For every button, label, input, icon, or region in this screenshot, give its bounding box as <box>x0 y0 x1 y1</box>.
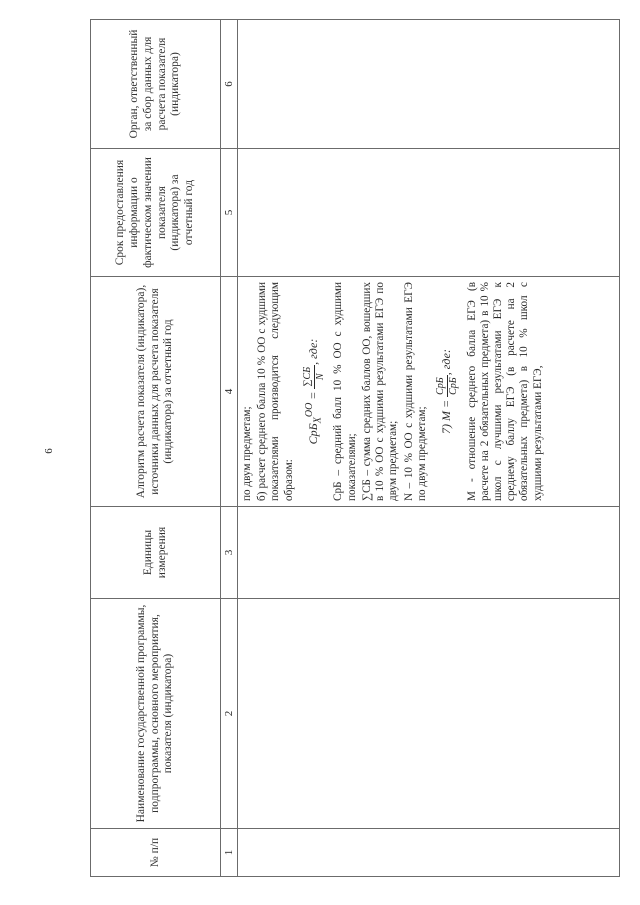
header-units: Единицы измерения <box>91 507 221 599</box>
table-row <box>238 20 620 877</box>
cell-responsible-body <box>238 20 620 149</box>
column-number-5: 5 <box>221 149 238 277</box>
formula-average-score: СрБ$_X^{ОО}$ = ∑СБ N , где: <box>301 338 326 445</box>
algo-line-2: б) расчет среднего балла 10 % ОО с худшими показателями производится следующим образом: <box>256 282 295 501</box>
header-deadline: Срок предоставления информации о фактическом значении показателя (индикатора) за отчетный год <box>91 149 221 277</box>
column-number-row <box>221 20 238 877</box>
column-number-1: 1 <box>221 829 238 877</box>
column-number-2: 2 <box>221 599 238 829</box>
page-number: 6 <box>42 448 55 454</box>
formula1-where: , где: <box>305 338 320 365</box>
algo-line-1: по двум предметам; <box>241 406 253 501</box>
header-responsible-body: Орган, ответственный за сбор данных для расчета показателя (индикатора) <box>91 20 221 149</box>
header-algorithm: Алгоритм расчета показателя (индикатора), источники данных для расчета показателя (индикатора) за отчетный год <box>91 277 221 507</box>
formula2-label: 7) M = <box>439 399 454 434</box>
cell-deadline <box>238 149 620 277</box>
definition-4: М - отношение среднего балла ЕГЭ (в расчете на 2 обязательных предмета) в 10 % школ с лучшими результатами ЕГЭ к среднему баллу ЕГЭ (в расчете на 2 обязательных предмета) в 10 % школ с худшими результатами ЕГЭ, <box>465 282 544 501</box>
indicator-table <box>90 19 620 877</box>
column-number-6: 6 <box>221 20 238 149</box>
formula2-denominator: СрБ <box>447 377 459 395</box>
formula1-denominator: N <box>314 373 326 381</box>
formula1-fraction <box>302 365 327 389</box>
column-number-3: 3 <box>221 507 238 599</box>
formula1-numerator: ∑СБ <box>301 366 313 387</box>
header-row <box>91 20 221 877</box>
definition-1: СрБ – средний балл 10 % ОО с худшими показателями; <box>332 282 358 501</box>
formula1-left: СрБ <box>305 423 320 445</box>
cell-number <box>238 829 620 877</box>
definition-3: N – 10 % ОО с худшими результатами ЕГЭ по двум предметам; <box>402 282 428 501</box>
formula2-numerator: СрБ <box>435 377 446 395</box>
formula2-where: , где: <box>439 349 454 376</box>
definition-2: ∑СБ – сумма средних баллов ОО, вошедших в 10 % ОО с худшими результатами ЕГЭ по двум предметам; <box>360 282 400 501</box>
header-program-name: Наименование государственной программы, подпрограммы, основного мероприятия, показателя (индикатора) <box>91 599 221 829</box>
cell-algorithm <box>238 277 620 507</box>
formula-ratio <box>435 282 460 501</box>
cell-units <box>238 507 620 599</box>
header-number: № п/п <box>91 829 221 877</box>
rotated-table-container <box>90 20 620 877</box>
column-number-4: 4 <box>221 277 238 507</box>
formula2-fraction <box>435 375 460 397</box>
cell-program-name <box>238 599 620 829</box>
